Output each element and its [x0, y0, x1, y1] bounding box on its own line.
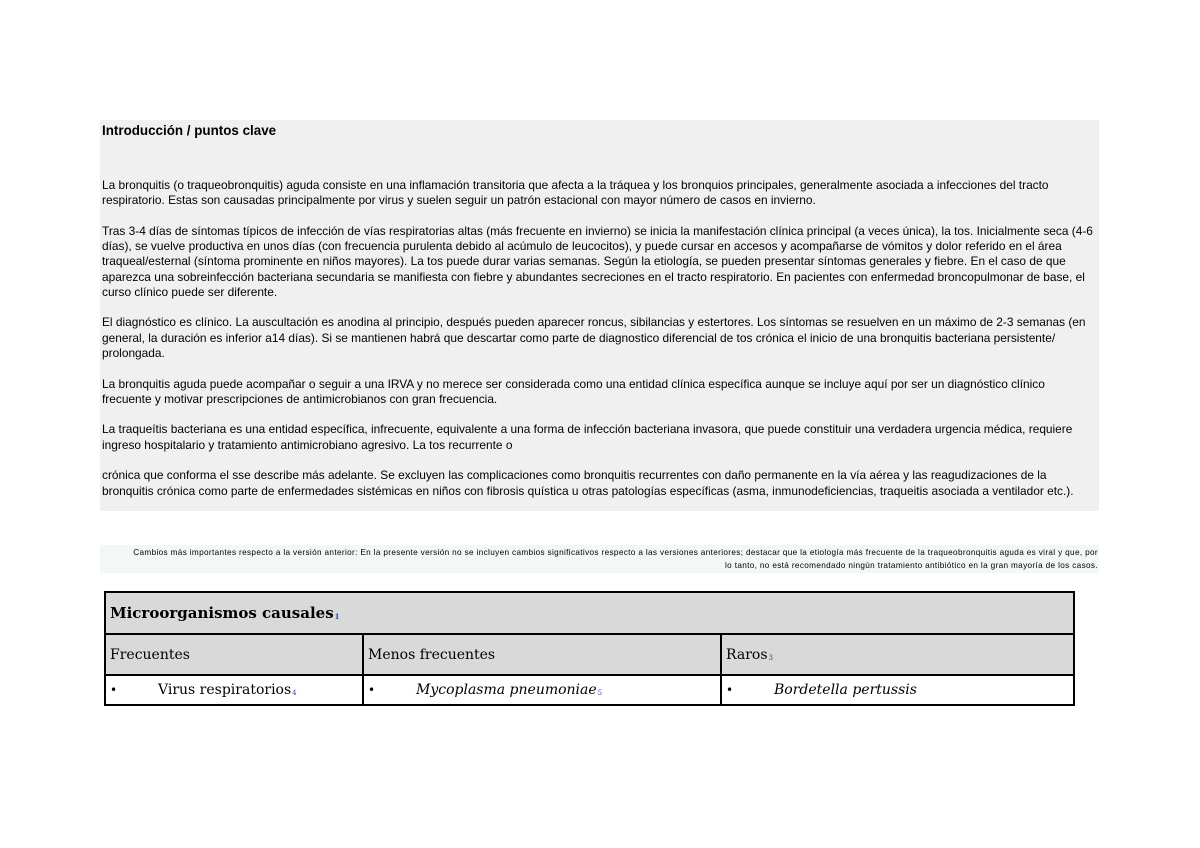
column-header-frequent — [105, 634, 363, 675]
bullet-icon: • — [368, 683, 376, 697]
footnote-link[interactable]: 5 — [597, 689, 603, 697]
table-cell-frequent — [105, 675, 363, 705]
microorganisms-table — [104, 591, 1075, 706]
column-header-label: Raros — [726, 646, 768, 663]
column-header-label: Menos frecuentes — [368, 646, 496, 663]
intro-section — [100, 120, 1099, 511]
intro-paragraph-3: El diagnóstico es clínico. La auscultación es anodina al principio, después pueden aparecer roncus, sibilancias y estertores. Los síntomas se resuelven en un máximo de 2-3 semanas (en general, la duración es inferior a14 días). Si se mantienen habrá que descartar como parte de diagnostico diferencial de tos crónica el inicio de una bronquitis bacteriana persistente/ prolongada. — [102, 315, 1086, 360]
organism-name: Mycoplasma pneumoniae — [416, 682, 597, 698]
organism-name: Virus respiratorios — [158, 682, 292, 698]
bullet-icon: • — [110, 683, 118, 697]
table-title: Microorganismos causales — [110, 604, 334, 622]
intro-paragraph-2: Tras 3-4 días de síntomas típicos de infección de vías respiratorias altas (más frecuente en invierno) se inicia la manifestación clínica principal (a veces única), la tos. Inicialmente seca (4-6 días), se vuelve productiva en unos días (con frecuencia purulenta debido al acúmulo de leucocitos), y puede cursar en accesos y acompañarse de vómitos y dolor referido en el área traqueal/esternal (síntoma prominente en niños mayores). La tos puede durar varias semanas. Según la etiología, se pueden presentar síntomas generales y fiebre. En el caso de que aparezca una sobreinfección bacteriana secundaria se manifiesta con fiebre y abundantes secreciones en el tracto respiratorio. En pacientes con enfermedad broncopulmonar de base, el curso clínico puede ser diferente. — [102, 223, 1093, 299]
intro-paragraph-4: La bronquitis aguda puede acompañar o seguir a una IRVA y no merece ser considerada como una entidad clínica específica aunque se incluye aquí por ser un diagnóstico clínico frecuente y motivar prescripciones de antimicrobianos con gran frecuencia. — [102, 376, 1045, 406]
column-header-label: Frecuentes — [110, 646, 190, 663]
changes-note — [100, 545, 1099, 573]
intro-heading: Introducción / puntos clave — [102, 123, 277, 138]
intro-paragraph-1: La bronquitis (o traqueobronquitis) aguda consiste en una inflamación transitoria que afecta a la tráquea y los bronquios principales, generalmente asociada a infecciones del tracto respiratorio. Estas son causadas principalmente por virus y suelen seguir un patrón estacional con mayor número de casos en invierno. — [102, 178, 1049, 208]
table-header-row — [105, 634, 1074, 675]
table-title-cell — [105, 592, 1074, 634]
footnote-link[interactable]: 1 — [334, 612, 340, 621]
footnote-link[interactable]: 3 — [768, 653, 773, 662]
organism-name: Bordetella pertussis — [774, 682, 917, 698]
table-cell-less-frequent — [363, 675, 721, 705]
footnote-link[interactable]: 4 — [292, 689, 297, 697]
intro-paragraph-5: La traqueítis bacteriana es una entidad específica, infrecuente, equivalente a una forma de infección bacteriana invasora, que puede constituir una verdadera urgencia médica, requiere ingreso hospitalario y tratamiento antimicrobiano agresivo. La tos recurrente o — [102, 422, 1073, 452]
bullet-icon: • — [726, 683, 734, 697]
table-row — [105, 675, 1074, 705]
column-header-less-frequent — [363, 634, 721, 675]
table-cell-rare — [721, 675, 1074, 705]
column-header-rare — [721, 634, 1074, 675]
changes-note-text: Cambios más importantes respecto a la versión anterior: En la presente versión no se incluyen cambios significativos respecto a las versiones anteriores; destacar que la etiología más frecuente de la traqueobronquitis aguda es viral y que, por lo tanto, no está recomendado ningún tratamiento antibiótico en la gran mayoría de los casos. — [133, 548, 1098, 570]
intro-paragraph-6: crónica que conforma el sse describe más adelante. Se excluyen las complicaciones como bronquitis recurrentes con daño permanente en la vía aérea y las reagudizaciones de la bronquitis crónica como parte de enfermedades sistémicas en niños con fibrosis quística u otras patologías específicas (asma, inmunodeficiencias, traqueitis asociada a ventilador etc.). — [102, 468, 1074, 498]
table-title-row — [105, 592, 1074, 634]
